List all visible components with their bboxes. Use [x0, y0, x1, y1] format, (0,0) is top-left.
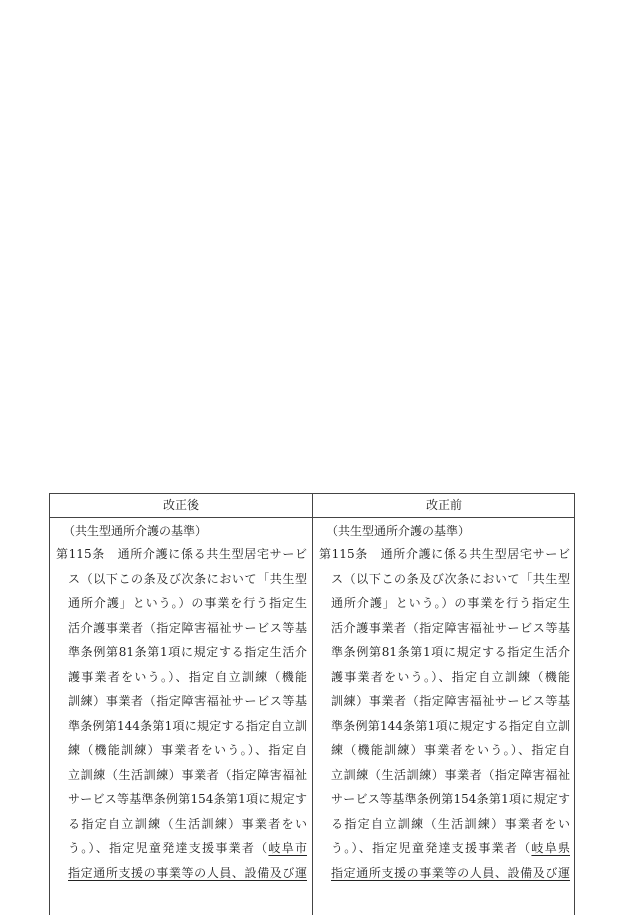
header-before: 改正前 — [425, 498, 462, 512]
text-line: 第115条 通所介護に係る共生型居宅サービ — [319, 547, 570, 561]
section-title-before: （共生型通所介護の基準） — [326, 524, 471, 538]
text-line: 活介護事業者（指定障害福祉サービス等基 — [68, 620, 307, 635]
text-line: サービス等基準条例第154条第1項に規定す — [331, 792, 570, 806]
text-line: 準条例第81条第1項に規定する指定生活介 — [331, 645, 570, 659]
header-after: 改正後 — [162, 498, 199, 512]
text-line: 護事業者をいう。）、指定自立訓練（機能 — [331, 669, 570, 684]
section-title-after: （共生型通所介護の基準） — [63, 524, 208, 538]
text-line: 通所介護」という。）の事業を行う指定生 — [68, 596, 307, 610]
text-line: 訓練）事業者（指定障害福祉サービス等基 — [68, 694, 307, 708]
text-line: 護事業者をいう。）、指定自立訓練（機能 — [68, 669, 307, 684]
column-before — [313, 494, 575, 915]
text-line-mixed — [56, 840, 307, 865]
text-line: 準条例第144条第1項に規定する指定自立訓 — [68, 718, 307, 733]
text-line: 練（機能訓練）事業者をいう。）、指定自 — [331, 743, 570, 757]
text-line: ス（以下この条及び次条において「共生型 — [68, 571, 307, 586]
text-line: 立訓練（生活訓練）事業者（指定障害福祉 — [331, 767, 570, 782]
text-line: る指定自立訓練（生活訓練）事業者をい — [331, 816, 570, 831]
text-line: 第115条 通所介護に係る共生型居宅サービ — [56, 547, 307, 561]
comparison-table — [49, 493, 575, 915]
text-line: 準条例第144条第1項に規定する指定自立訓 — [331, 718, 570, 733]
text-line: る指定自立訓練（生活訓練）事業者をい — [68, 816, 307, 831]
amended-text: 岐阜県 — [531, 841, 570, 855]
text-line: 立訓練（生活訓練）事業者（指定障害福祉 — [68, 767, 307, 782]
amended-text-line: 指定通所支援の事業等の人員、設備及び運 — [331, 865, 570, 880]
text-line: 訓練）事業者（指定障害福祉サービス等基 — [331, 694, 570, 708]
text-line-mixed — [319, 840, 570, 865]
amended-text-line: 指定通所支援の事業等の人員、設備及び運 — [68, 865, 307, 880]
text-line: 練（機能訓練）事業者をいう。）、指定自 — [68, 743, 307, 757]
article-text-after — [56, 546, 307, 889]
column-after — [50, 494, 312, 915]
text-line: サービス等基準条例第154条第1項に規定す — [68, 792, 307, 806]
amended-text: 岐阜市 — [268, 841, 307, 855]
text-segment: う。）、指定児童発達支援事業者（ — [331, 841, 532, 855]
text-line: 準条例第81条第1項に規定する指定生活介 — [68, 645, 307, 659]
text-line: ス（以下この条及び次条において「共生型 — [331, 571, 570, 586]
text-line: 通所介護」という。）の事業を行う指定生 — [331, 596, 570, 610]
text-line: 活介護事業者（指定障害福祉サービス等基 — [331, 620, 570, 635]
article-text-before — [319, 546, 570, 889]
text-segment: う。）、指定児童発達支援事業者（ — [68, 841, 269, 855]
